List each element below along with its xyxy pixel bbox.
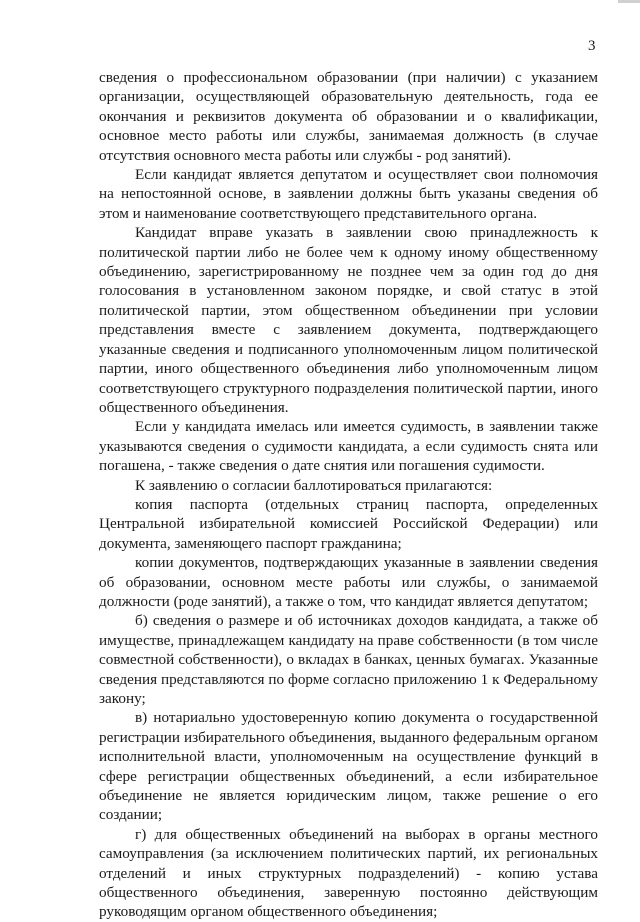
paragraph-documents-copies: копии документов, подтверждающих указанные в заявлении сведения об образовании, основном месте работы или службы, о занимаемой должности (роде занятий), а также о том, что кандидат является депутатом; <box>99 554 598 610</box>
paragraph-education-info: сведения о профессиональном образовании (при наличии) с указанием организации, осуществляющей образовательную деятельность, года ее окончания и реквизитов документа об образовании и о квалификации, основное место работы или службы, занимаемая должность (в случае отсутствия основного места работы или службы - род занятий). <box>99 69 598 164</box>
paragraph-party-affiliation: Кандидат вправе указать в заявлении свою принадлежность к политической партии либо не более чем к одному иному общественному объединению, зарегистрированному не позднее чем за один год до дня голосования в установленном законом порядке, и свой статус в этой политической партии, этом общественном объединении при условии представления вместе с заявлением документа, подтверждающего указанные сведения и подписанного уполномоченным лицом политической партии, иного общественного объединения либо уполномоченным лицом соответствующего структурного подразделения политической партии, иного общественного объединения. <box>99 224 598 416</box>
paragraph-attachments-intro: К заявлению о согласии баллотироваться прилагаются: <box>135 476 493 494</box>
scan-corner-mark <box>618 0 640 3</box>
paragraph-item-g-charter: г) для общественных объединений на выборах в органы местного самоуправления (за исключением политических партий, их региональных отделений и иных структурных подразделений) - копию устава общественного объединения, заверенную постоянно действующим руководящим органом общественного объединения; <box>99 825 598 921</box>
paragraph-deputy-status: Если кандидат является депутатом и осуществляет свои полномочия на непостоянной основе, в заявлении должны быть указаны сведения об этом и наименование соответствующего представительного органа. <box>99 166 598 222</box>
page-number: 3 <box>588 38 596 54</box>
document-body <box>99 68 598 922</box>
paragraph-item-v-registration: в) нотариально удостоверенную копию документа о государственной регистрации избирательного объединения, выданного федеральным органом исполнительной власти, уполномоченным на осуществление функций в сфере регистрации общественных объединений, а если избирательное объединение не является юридическим лицом, также решение о его создании; <box>99 709 598 824</box>
paragraph-passport-copy: копия паспорта (отдельных страниц паспорта, определенных Центральной избирательной комиссией Российской Федерации) или документа, заменяющего паспорт гражданина; <box>99 495 598 552</box>
paragraph-criminal-record: Если у кандидата имелась или имеется судимость, в заявлении также указываются сведения о судимости кандидата, а если судимость снята или погашена, - также сведения о дате снятия или погашения судимости. <box>99 418 598 475</box>
paragraph-item-b-income: б) сведения о размере и об источниках доходов кандидата, а также об имуществе, принадлежащем кандидату на праве собственности (в том числе совместной собственности), о вкладах в банках, ценных бумагах. Указанные сведения представляются по форме согласно приложению 1 к Федеральному закону; <box>99 612 598 707</box>
